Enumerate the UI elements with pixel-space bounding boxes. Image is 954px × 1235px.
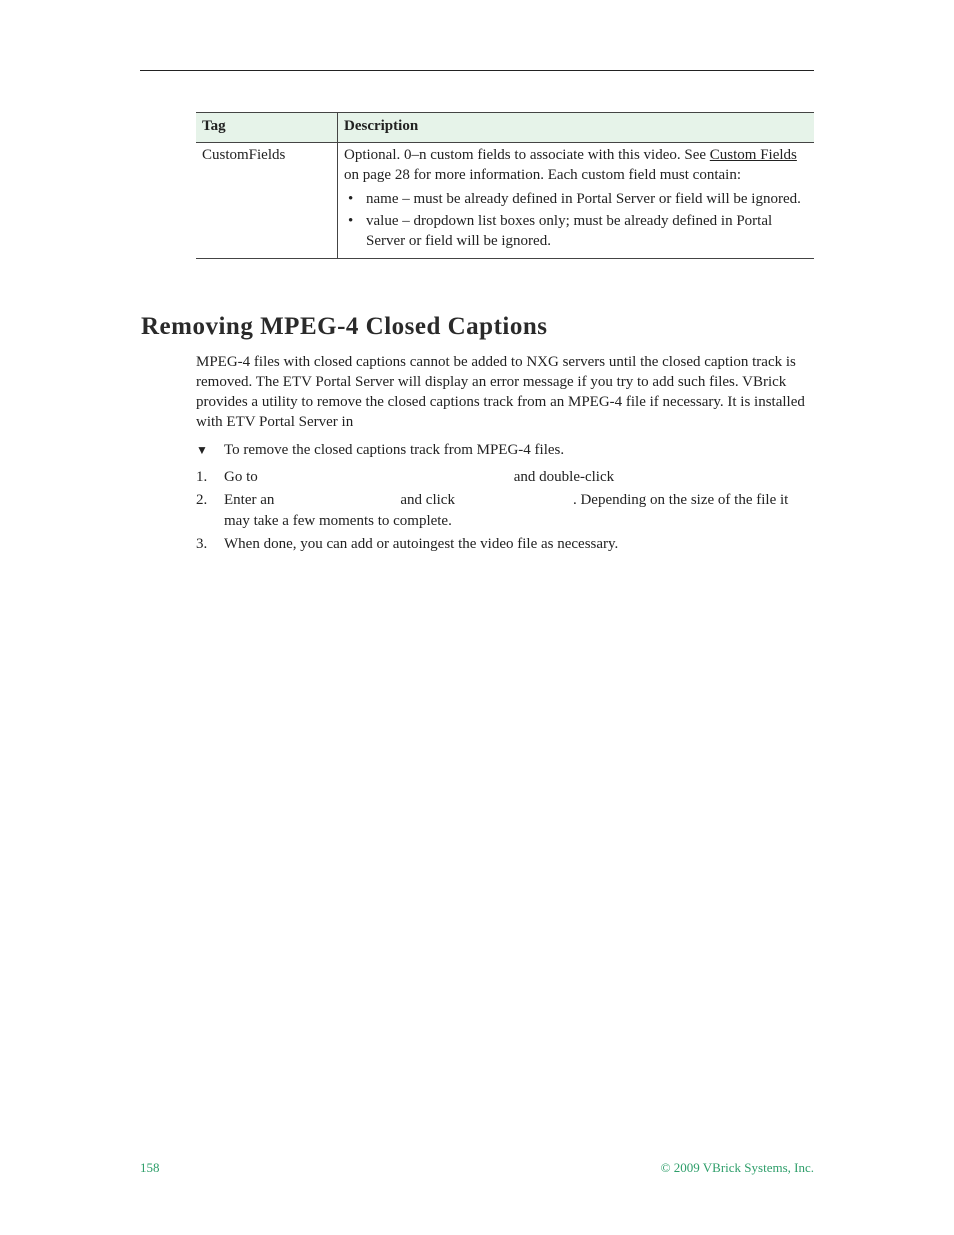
header-rule <box>140 70 814 71</box>
bullet-icon: • <box>348 191 354 207</box>
list-item: 2. Enter an and click . Depending on the size of the file it may take a few moments to complete. <box>196 492 789 529</box>
list-item: • name – must be already defined in Portal Server or field will be ignored. <box>348 191 801 207</box>
triangle-down-icon: ▼ <box>196 443 208 457</box>
tag-table <box>196 112 814 259</box>
column-header-tag: Tag <box>196 113 338 143</box>
procedure-steps <box>196 467 814 557</box>
list-item: 1. Go to and double-click <box>196 469 615 485</box>
custom-fields-link[interactable]: Custom Fields <box>709 147 797 163</box>
tag-cell: CustomFields <box>196 143 338 259</box>
procedure-title: To remove the closed captions track from MPEG-4 files. <box>224 442 565 458</box>
table-header-row <box>196 113 814 143</box>
description-cell <box>338 143 815 259</box>
table-row <box>196 143 814 259</box>
column-header-description: Description <box>338 113 815 143</box>
custom-field-list <box>344 189 808 251</box>
intro-paragraph: MPEG-4 files with closed captions cannot be added to NXG servers until the closed caption track is removed. The ETV Portal Server will display an error message if you try to add such files. VBrick provides a utility to remove the closed captions track from an MPEG-4 file if necessary. It is installed with ETV Portal Server in <box>196 354 805 430</box>
bullet-icon: • <box>348 213 354 229</box>
list-item: • value – dropdown list boxes only; must be already defined in Portal Server or field will be ignored. <box>348 213 773 249</box>
description-text: Optional. 0–n custom fields to associate with this video. See Custom Fields on page 28 for more information. Each custom field must contain: <box>344 147 797 183</box>
copyright-notice: © 2009 VBrick Systems, Inc. <box>660 1160 814 1175</box>
section-heading: Removing MPEG-4 Closed Captions <box>141 313 548 340</box>
page-number: 158 <box>140 1160 160 1175</box>
list-item: 3. When done, you can add or autoingest the video file as necessary. <box>196 536 619 552</box>
